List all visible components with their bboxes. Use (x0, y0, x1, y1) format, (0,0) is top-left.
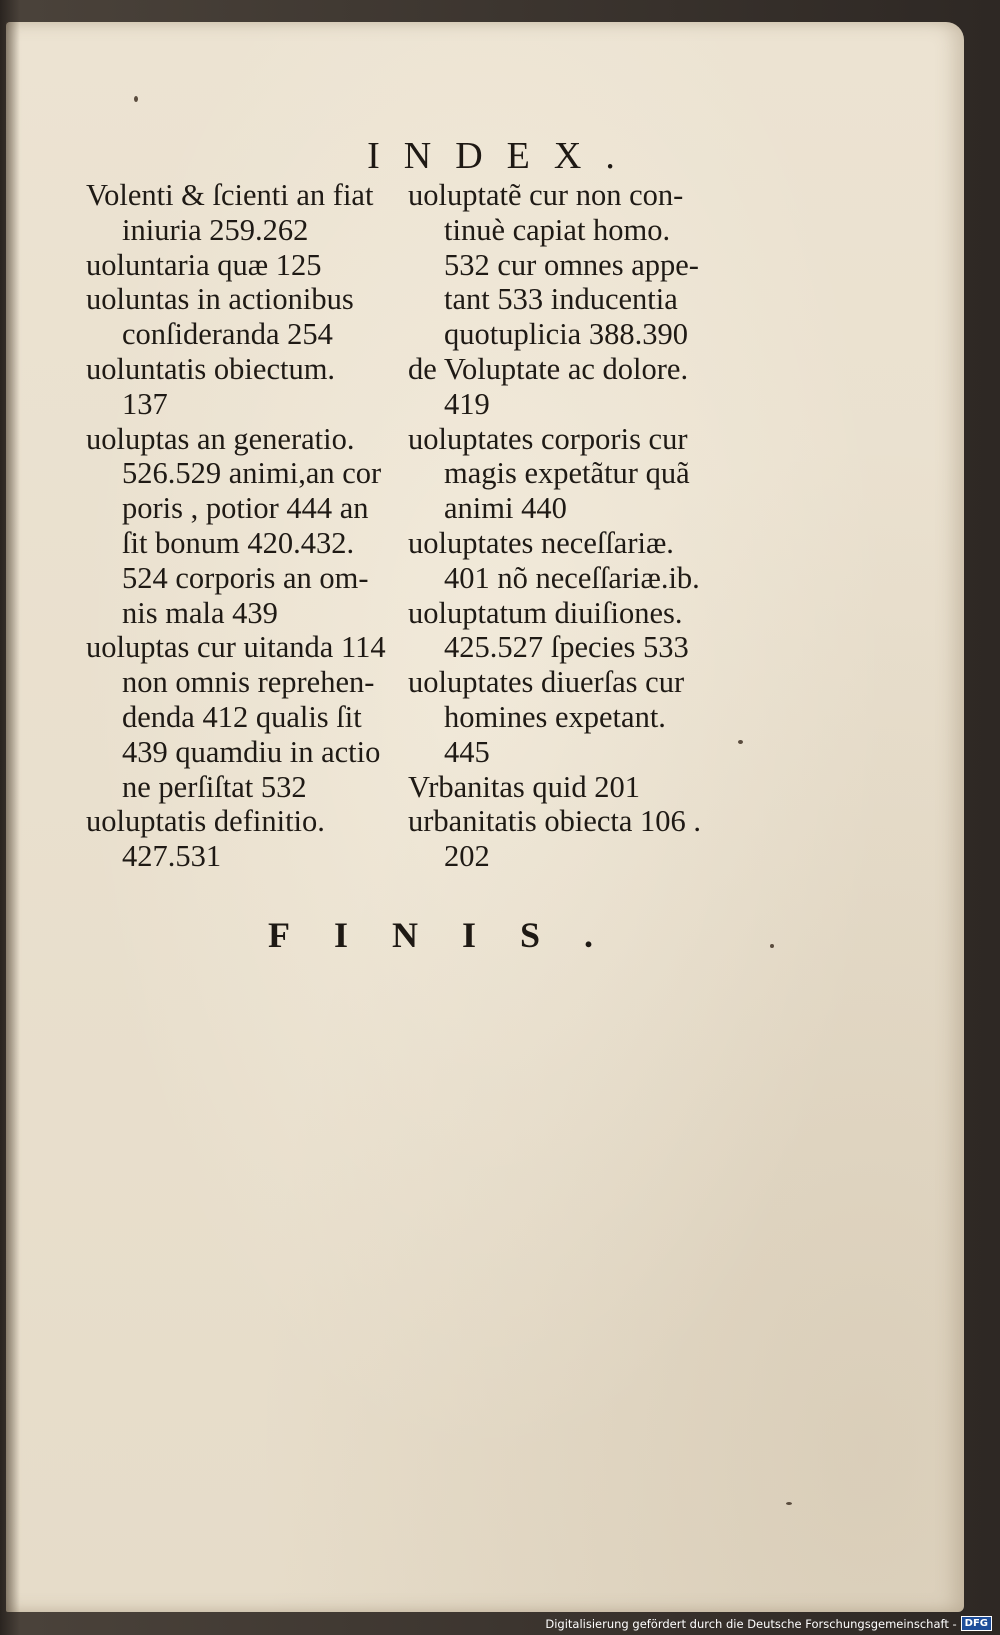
index-line: 401 nõ neceſſariæ.ib. (444, 560, 700, 595)
index-line: quotuplicia 388.390 (444, 317, 688, 352)
index-line: non omnis reprehen- (122, 665, 375, 700)
index-line: tant 533 inducentia (444, 282, 678, 317)
index-line: homines expetant. (444, 699, 666, 734)
index-line: de Voluptate ac dolore. (408, 351, 689, 386)
footer-text: Digitalisierung gefördert durch die Deutsche Forschungsgemeinschaft - (545, 1616, 957, 1631)
index-line: uoluptas an generatio. (86, 421, 355, 456)
index-left-column (86, 178, 404, 874)
index-line: uoluntaria quæ 125 (86, 247, 322, 282)
paper-speck (770, 944, 774, 948)
index-line: animi 440 (444, 491, 567, 526)
index-line: 524 corporis an om- (122, 560, 369, 595)
page-header: INDEX. (367, 135, 639, 177)
index-line: 445 (444, 734, 490, 769)
index-line: nis mala 439 (122, 595, 278, 630)
index-line: 439 quamdiu in actio (122, 734, 381, 769)
index-line: conſideranda 254 (122, 317, 333, 352)
paper-speck (134, 96, 138, 102)
index-line: 137 (122, 386, 168, 421)
dfg-logo: DFG (961, 1616, 992, 1631)
index-line: 202 (444, 839, 490, 874)
index-line: uoluptates neceſſariæ. (408, 525, 674, 560)
index-line: poris , potior 444 an (122, 491, 369, 526)
index-line: Volenti & ſcienti an fiat (86, 178, 374, 212)
index-line: uoluptatis definitio. (86, 804, 325, 839)
spine-shadow (6, 22, 20, 1612)
index-line: 419 (444, 386, 490, 421)
index-line: uoluptas cur uitanda 114 (86, 630, 386, 665)
index-line: ne perſiſtat 532 (122, 769, 307, 804)
index-line: uoluntas in actionibus (86, 282, 354, 317)
index-right-column (408, 178, 730, 874)
finis-closing: FINIS. (268, 915, 638, 955)
index-line: magis expetãtur quã (444, 456, 690, 491)
index-line: denda 412 qualis ſit (122, 699, 362, 734)
index-line: uoluptates diuerſas cur (408, 665, 685, 700)
digitization-footer (545, 1616, 992, 1631)
index-line: 526.529 animi,an cor (122, 456, 382, 491)
book-page (6, 22, 964, 1612)
index-line: urbanitatis obiecta 106 . (408, 804, 702, 839)
index-line: tinuè capiat homo. (444, 212, 671, 247)
index-line: ſit bonum 420.432. (122, 525, 355, 560)
index-line: 427.531 (122, 839, 222, 874)
index-line: Vrbanitas quid 201 (408, 769, 640, 804)
paper-speck (738, 740, 743, 744)
index-line: uoluntatis obiectum. (86, 351, 336, 386)
index-line: uoluptatum diuiſiones. (408, 595, 683, 630)
index-line: uoluptatẽ cur non con- (408, 178, 684, 212)
index-line: 425.527 ſpecies 533 (444, 630, 689, 665)
paper-speck (786, 1502, 792, 1505)
index-line: 532 cur omnes appe- (444, 247, 699, 282)
index-line: iniuria 259.262 (122, 212, 309, 247)
index-line: uoluptates corporis cur (408, 421, 688, 456)
